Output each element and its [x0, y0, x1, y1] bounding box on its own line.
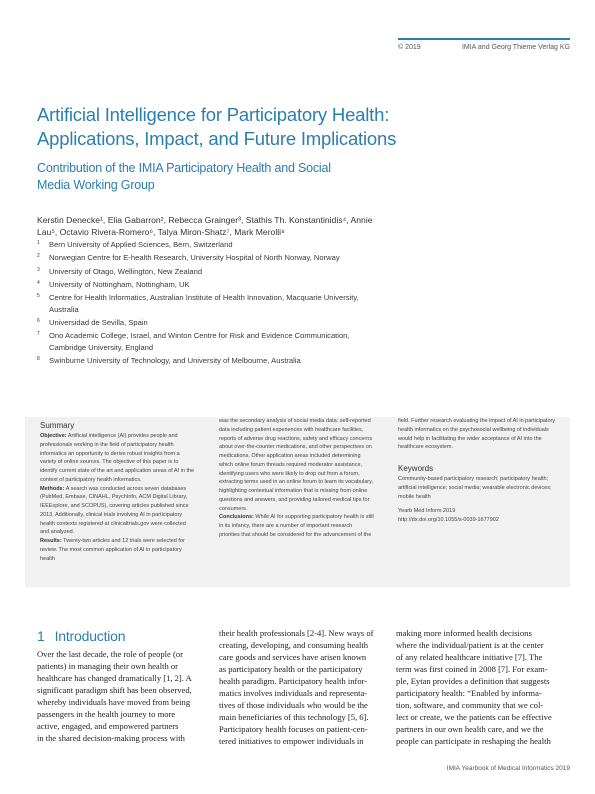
keywords-heading: Keywords — [398, 464, 434, 473]
body-line: tered initiatives to empower individuals in — [219, 735, 364, 746]
body-line: creating, developing, and consuming health — [219, 639, 369, 650]
body-line: main beneficiaries of this technology [5, 6]. — [219, 711, 369, 722]
header-rule — [398, 38, 570, 40]
body-line: matics involves individuals and representa- — [219, 687, 368, 698]
body-line: as participatory health or the participatory — [219, 663, 363, 674]
body-line: of any related healthcare initiative [7]. The — [396, 651, 543, 662]
body-line: in the shared decision-making process with — [37, 732, 185, 743]
affiliation-item: 5 Centre for Health Informatics, Australian Institute of Health Innovation, Macquarie University, Australia — [37, 293, 359, 314]
body-line: patients) in managing their own health or — [37, 660, 178, 671]
author-list — [37, 214, 382, 238]
copyright-year: © 2019 — [398, 44, 421, 51]
body-line: health paradigm. Participatory health infor- — [219, 675, 368, 686]
doi-link[interactable]: http://dx.doi.org/10.1055/s-0039-1677902 — [398, 517, 499, 523]
body-line: passengers in the health journey to more — [37, 708, 176, 719]
body-line: care goods and services have arisen known — [219, 651, 367, 662]
body-line: lect or create, we the patients can be effective — [396, 711, 552, 722]
summary-column-1 — [40, 417, 195, 563]
subtitle-line: Media Working Group — [37, 178, 155, 192]
body-line: term was first coined in 2008 [7]. For exam- — [396, 663, 548, 674]
journal-footer: IMIA Yearbook of Medical Informatics 2019 — [446, 765, 570, 772]
affiliation-item: 2 Norwegian Centre for E-health Research, University Hospital of North Norway, Norway — [37, 253, 340, 263]
body-line: Over the last decade, the role of people (or — [37, 649, 183, 659]
body-line: their health professionals [2-4]. New ways of — [219, 628, 374, 638]
affiliation-item: 8 Swinburne University of Technology, and University of Melbourne, Australia — [37, 356, 301, 366]
body-line: partners in our own health care, and we the — [396, 723, 544, 734]
results-continued: was the secondary analysis of social media data: self-reported data including patient experiences with healthcare facilities, reports of adverse drug reactions, safety and efficacy concerns about over-the-counter medications, and other perspectives on medications. Other application areas included determining which online forum threads required moderator assistance, identifying users who were likely to drop out from a forum, extracting terms used in an online forum to learn its vocabulary, highlighting contextual information that is missing from online questions and answers, and providing tailored medical tips for consumers. — [219, 418, 373, 512]
body-line: active, engaged, and empowered partners — [37, 720, 179, 731]
summary-column-3 — [398, 417, 563, 525]
conclusions-paragraph: Conclusions: While AI for supporting participatory health is still in its infancy, there are a number of important research priorities that should be considered for the advancement of the — [219, 514, 374, 538]
affiliation-item: 6 Universidad de Sevilla, Spain — [37, 317, 148, 327]
body-line: tives of those individuals who would be the — [219, 699, 368, 710]
affiliation-item: 7 Ono Academic College, Israel, and Winton Centre for Risk and Evidence Communication, Cambridge University, England — [37, 331, 350, 352]
results-paragraph: Results: Twenty-two articles and 12 trials were selected for review. The most common application of AI in participatory health — [40, 538, 185, 562]
body-column-2 — [219, 628, 391, 748]
article-subtitle — [37, 160, 417, 194]
affiliation-item: 4 University of Nottingham, Nottingham, UK — [37, 279, 190, 289]
keywords-text: Community-based participatory research; participatory health; artificial intelligence; social media; wearable electronic devices; mobile health — [398, 476, 552, 500]
body-line: healthcare has changed dramatically [1, 2]. A — [37, 672, 192, 683]
author-line: Lau⁵, Octavio Rivera-Romero⁶, Talya Miron-Shatz⁷, Mark Merolli⁸ — [37, 227, 285, 237]
body-line: whereby individuals have moved from being — [37, 696, 191, 707]
conclusions-continued: field. Further research evaluating the impact of AI in participatory health informatics on the psychosocial wellbeing of individuals would help in facilitating the wider acceptance of AI into the healthcare ecosystem. — [398, 418, 556, 451]
summary-column-2 — [219, 417, 374, 540]
body-line: making more informed health decisions — [396, 628, 532, 638]
body-line: where the individual/patient is at the center — [396, 639, 544, 650]
subtitle-line: Contribution of the IMIA Participatory Health and Social — [37, 161, 331, 175]
body-line: ple, Eytan provides a definition that suggests — [396, 675, 550, 686]
citation: Yearb Med Inform 2019 — [398, 508, 456, 515]
objective-paragraph: Objective: Artificial intelligence (AI) provides people and professionals working in the field of participatory health informatics an opportunity to derive robust insights from a variety of online sources. The objective of this paper is to identify current state of the art and application areas of AI in the context of participatory health informatics. — [40, 433, 195, 483]
author-line: Kerstin Denecke¹, Elia Gabarron², Rebecca Grainger³, Stathis Th. Konstantinidis⁴, Annie — [37, 215, 373, 225]
body-line: people can participate in reshaping the health — [396, 735, 551, 746]
publisher: IMIA and Georg Thieme Verlag KG — [461, 44, 570, 51]
title-line: Artificial Intelligence for Participatory Health: — [37, 104, 390, 125]
affiliation-item: 3 University of Otago, Wellington, New Zealand — [37, 266, 203, 276]
summary-heading: Summary — [40, 421, 75, 430]
body-line: Participatory health focuses on patient-cen- — [219, 723, 368, 734]
body-line: significant paradigm shift has been observed, — [37, 684, 192, 695]
affiliation-item: 1 Bern University of Applied Sciences, Bern, Switzerland — [37, 240, 233, 249]
body-column-3 — [396, 628, 570, 748]
body-column-1 — [37, 649, 209, 745]
affiliation-list — [37, 239, 382, 368]
body-line: participatory health: “Enabled by informa- — [396, 687, 542, 698]
introduction-heading: 1 Introduction — [37, 628, 126, 644]
title-line: Applications, Impact, and Future Implications — [37, 128, 397, 149]
methods-paragraph: Methods: A search was conducted across seven databases (PubMed, Embase, CINAHL, PsychInfo, ACM Digital Library, IEEExplore, and SCOPUS), covering articles published since 2013. Additionally, clinical trials involving AI in participatory health contexts registered at clinicaltrials.gov were collected and analyzed. — [40, 485, 189, 536]
body-line: tion, software, and community that we col- — [396, 699, 544, 710]
article-title — [37, 103, 517, 151]
